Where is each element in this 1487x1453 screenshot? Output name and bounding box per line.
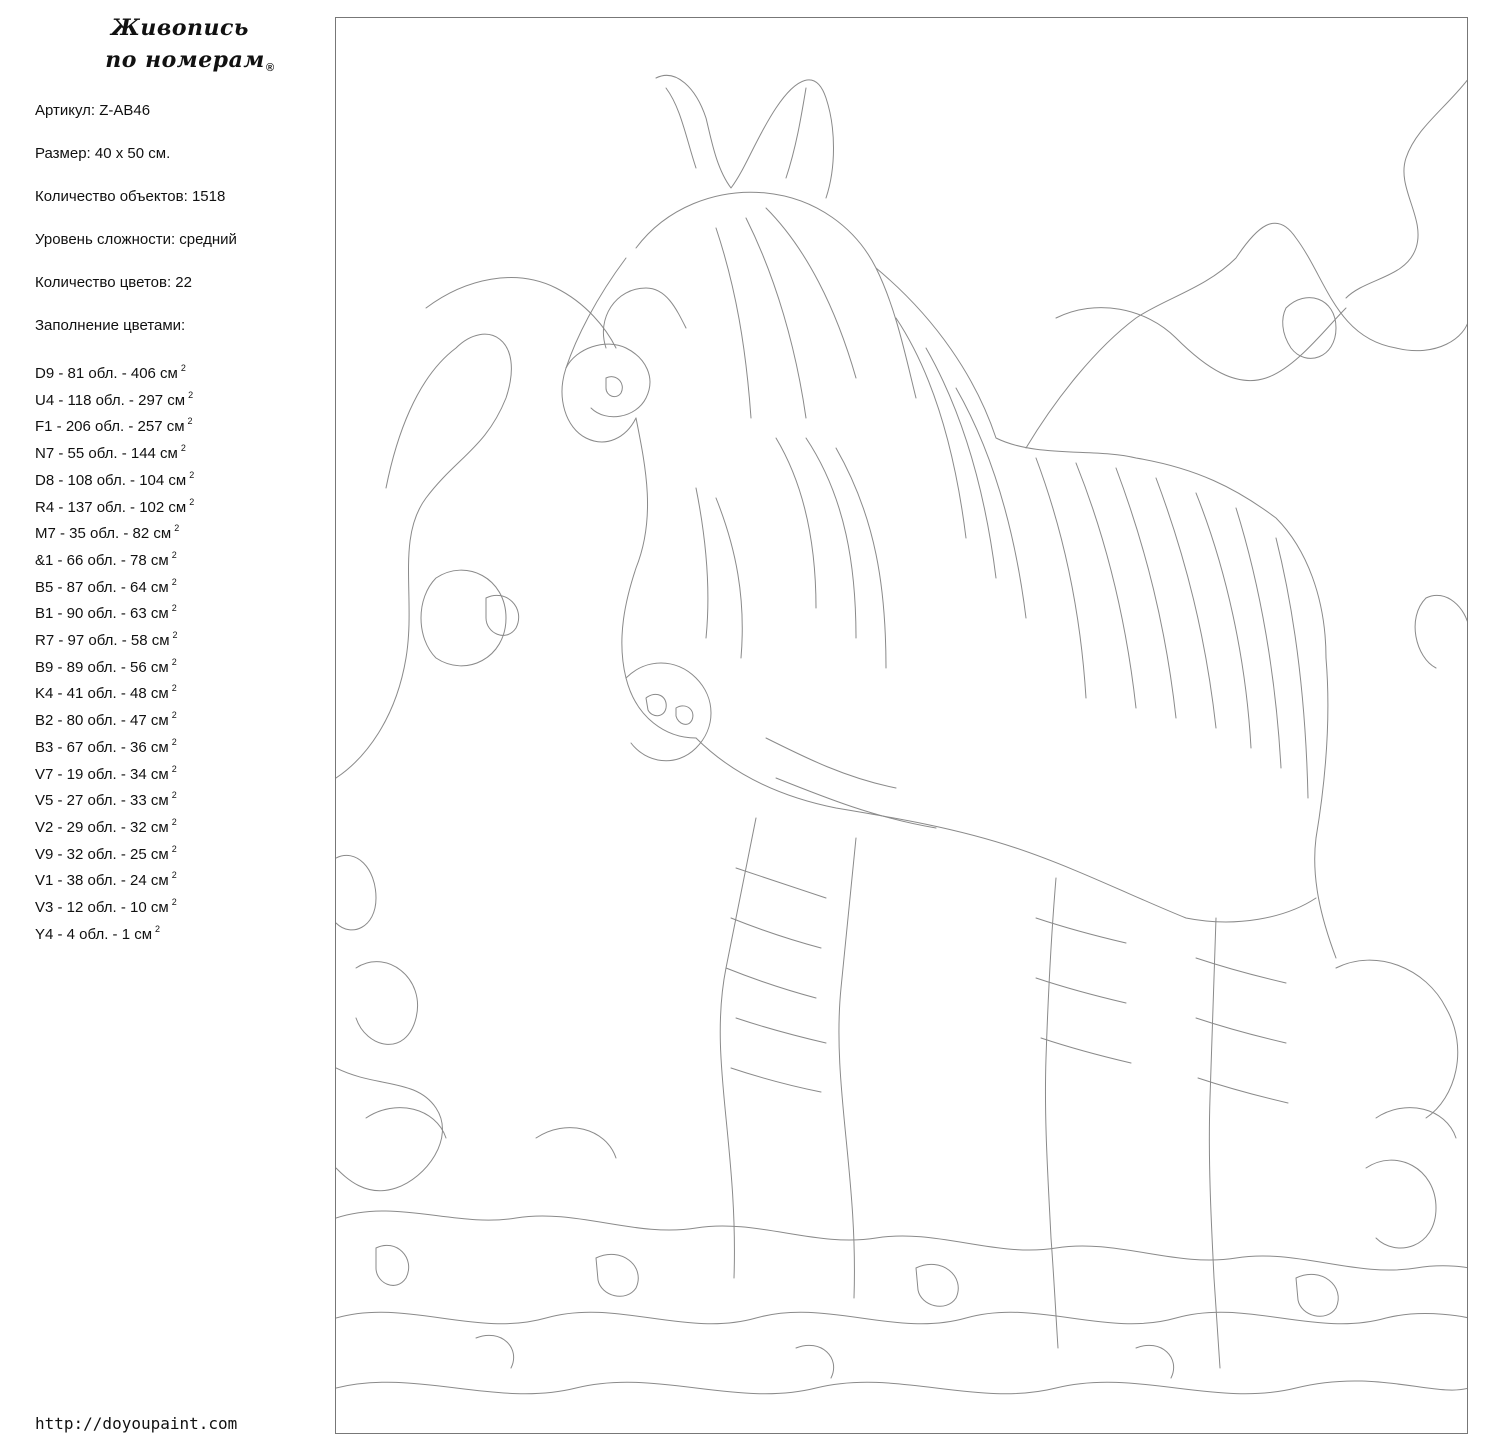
color-fill-text: B3 - 67 обл. - 36 см [35,738,169,756]
square-unit-exponent: 2 [171,683,177,694]
square-unit-exponent: 2 [187,416,193,427]
color-fill-text: D9 - 81 обл. - 406 см [35,365,178,382]
color-fill-text: M7 - 35 обл. - 82 см [35,525,172,543]
difficulty-level: Уровень сложности: средний [35,231,237,248]
color-fill-text: N7 - 55 обл. - 144 см [35,445,178,463]
website-link[interactable]: http://doyoupaint.com [35,1414,238,1433]
square-unit-exponent: 2 [171,603,177,614]
square-unit-exponent: 2 [180,443,186,454]
color-fill-text: V9 - 32 обл. - 25 см [35,845,169,863]
color-fill-text: V1 - 38 обл. - 24 см [35,872,169,890]
article-number: Артикул: Z-AB46 [35,102,151,119]
color-fill-text: V5 - 27 обл. - 33 см [35,792,169,810]
square-unit-exponent: 2 [174,523,180,534]
color-fill-item [35,625,194,652]
color-fill-item [35,732,194,759]
square-unit-exponent: 2 [171,656,177,667]
square-unit-exponent: 2 [171,763,177,774]
color-fill-text: V7 - 19 обл. - 34 см [35,765,169,783]
color-count: Количество цветов: 22 [35,274,192,291]
color-fill-item [35,358,194,385]
color-fill-text: U4 - 118 обл. - 297 см [35,391,186,409]
color-fill-item [35,678,194,705]
color-fill-text: Y4 - 4 обл. - 1 см [35,925,153,943]
square-unit-exponent: 2 [189,496,195,507]
square-unit-exponent: 2 [171,736,177,747]
square-unit-exponent: 2 [171,816,177,827]
color-fill-text: B9 - 89 обл. - 56 см [35,658,169,676]
color-fill-text: B1 - 90 обл. - 63 см [35,605,169,623]
zebra-line-art [336,18,1468,1434]
color-fill-text: B2 - 80 обл. - 47 см [35,712,169,730]
color-fill-item [35,812,194,839]
brand-logo [60,12,300,76]
color-fill-item [35,518,194,545]
color-fill-item [35,465,194,492]
color-fill-item [35,385,194,412]
square-unit-exponent: 2 [171,870,177,881]
color-fill-item [35,545,194,572]
color-fill-item [35,759,194,786]
square-unit-exponent: 2 [189,469,195,480]
color-fill-item [35,411,194,438]
color-fill-item [35,705,194,732]
brand-line-2: по номерам [105,47,265,73]
color-fill-item [35,652,194,679]
square-unit-exponent: 2 [188,389,194,400]
color-fill-item [35,572,194,599]
square-unit-exponent: 2 [171,576,177,587]
color-fill-text: K4 - 41 обл. - 48 см [35,685,169,703]
color-fill-text: D8 - 108 обл. - 104 см [35,471,187,489]
color-fill-text: V3 - 12 обл. - 10 см [35,899,169,917]
color-fill-item [35,492,194,519]
square-unit-exponent: 2 [155,923,161,934]
kit-size: Размер: 40 x 50 см. [35,145,171,162]
fill-heading: Заполнение цветами: [35,317,186,334]
color-fill-item [35,892,194,919]
color-fill-list [35,358,194,945]
color-fill-item [35,839,194,866]
color-fill-text: R4 - 137 обл. - 102 см [35,498,187,516]
registered-mark: ® [266,62,275,74]
kit-info [35,100,237,358]
square-unit-exponent: 2 [180,363,186,373]
square-unit-exponent: 2 [172,630,178,641]
square-unit-exponent: 2 [171,710,177,721]
square-unit-exponent: 2 [171,843,177,854]
color-fill-text: R7 - 97 обл. - 58 см [35,632,170,650]
coloring-canvas [335,17,1468,1434]
color-fill-item [35,865,194,892]
color-fill-text: &1 - 66 обл. - 78 см [35,551,169,569]
color-fill-item [35,785,194,812]
square-unit-exponent: 2 [171,897,177,908]
object-count: Количество объектов: 1518 [35,188,226,205]
color-fill-item [35,598,194,625]
color-fill-text: F1 - 206 обл. - 257 см [35,418,185,436]
brand-line-1: Живопись [111,15,249,41]
square-unit-exponent: 2 [171,790,177,801]
color-fill-text: V2 - 29 обл. - 32 см [35,818,169,836]
square-unit-exponent: 2 [171,549,177,560]
color-fill-item [35,438,194,465]
color-fill-item [35,919,194,946]
color-fill-text: B5 - 87 обл. - 64 см [35,578,169,596]
legend-sidebar [0,0,320,1453]
